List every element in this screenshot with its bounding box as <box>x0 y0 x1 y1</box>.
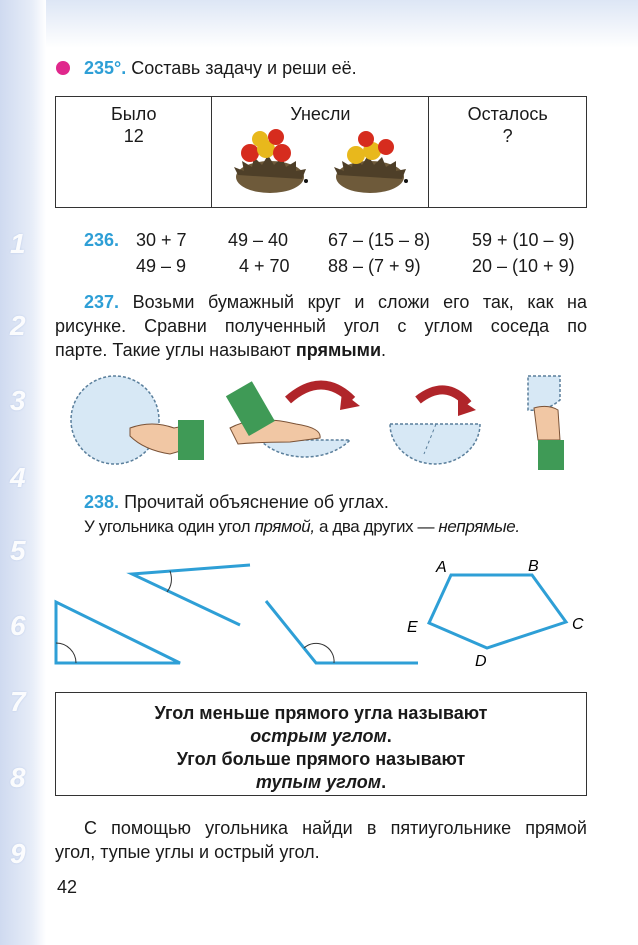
folding-circle-illustration <box>60 370 580 474</box>
exercise-bullet <box>56 61 70 75</box>
strip-number: 7 <box>10 686 26 717</box>
hedgehog-left <box>234 129 308 193</box>
vertex-label-b: B <box>528 558 539 575</box>
expression: 49 – 40 <box>228 230 289 250</box>
top-band <box>0 0 638 48</box>
vertex-label-c: C <box>572 616 584 633</box>
angles-diagram <box>0 545 638 680</box>
exercise-235-header <box>84 56 357 80</box>
page-number: 42 <box>57 877 78 897</box>
expression: 49 – 9 <box>136 256 187 276</box>
table-cell-taken <box>212 97 429 208</box>
strip-number: 3 <box>10 385 26 416</box>
strip-number: 6 <box>10 610 26 641</box>
punctuation: . <box>381 772 387 792</box>
expression: 20 – (10 + 9) <box>472 256 575 276</box>
strip-number: 4 <box>10 462 26 493</box>
expression: 4 + 70 <box>239 256 290 276</box>
exercise-238-header <box>84 490 389 514</box>
exercise-number: 238. <box>84 492 120 512</box>
paragraph-text: Возьми бумажный круг и сложи его так, как на <box>132 292 587 312</box>
exercise-number: 237. <box>84 292 120 312</box>
step-2-fold-with-arrow <box>226 381 360 457</box>
punctuation: . <box>386 726 392 746</box>
exercise-237-line1 <box>84 290 587 314</box>
italic-term: непрямые. <box>438 517 520 536</box>
rule-line: Угол меньше прямого угла называют <box>154 703 488 723</box>
strip-number: 8 <box>10 762 26 793</box>
exercise-number: 236. <box>84 230 120 250</box>
table-header: Унесли <box>290 104 351 124</box>
vertex-label-e: E <box>407 619 418 636</box>
rule-line <box>56 771 586 794</box>
obtuse-angle-figure <box>266 601 418 663</box>
rule-box <box>55 692 587 796</box>
pentagon-figure <box>407 558 584 670</box>
task-table <box>55 96 587 208</box>
rule-term: тупым углом <box>255 772 382 792</box>
rule-line <box>56 725 586 748</box>
step-1-circle-held <box>71 376 204 464</box>
vertex-label-a: A <box>436 559 447 576</box>
table-value: 12 <box>123 126 144 146</box>
exercise-237-line3 <box>55 338 386 362</box>
expression: 67 – (15 – 8) <box>328 230 431 250</box>
exercise-number: 235°. <box>84 58 127 78</box>
step-3-half-circle <box>390 390 480 464</box>
strip-number: 5 <box>10 535 26 566</box>
acute-angle-figure <box>132 565 250 625</box>
exercise-238-line2 <box>84 516 520 538</box>
paragraph-text: парте. Такие углы называют <box>55 340 296 360</box>
expression: 59 + (10 – 9) <box>472 230 575 250</box>
expression: 30 + 7 <box>136 230 187 250</box>
right-triangle-figure <box>56 602 180 663</box>
strip-number: 2 <box>10 310 26 341</box>
table-value: ? <box>502 126 513 146</box>
table-cell-left <box>429 97 587 208</box>
step-4-right-angle-folded <box>528 376 564 470</box>
table-header: Было <box>110 104 157 124</box>
table-header: Осталось <box>467 104 548 124</box>
paragraph-text: а два других — <box>314 517 439 536</box>
exercise-text: Составь задачу и реши её. <box>131 58 357 78</box>
hedgehog-right <box>334 131 408 193</box>
vertex-label-d: D <box>475 653 487 670</box>
strip-number: 1 <box>10 228 26 259</box>
exercise-237-line2: рисунке. Сравни полученный угол с углом соседа по <box>55 316 587 336</box>
paragraph-text: У угольника один угол <box>84 517 255 536</box>
table-cell-was <box>56 97 212 208</box>
strip-number: 9 <box>10 838 26 869</box>
final-task-line1: С помощью угольника найди в пятиугольнике прямой <box>84 818 587 838</box>
left-margin-strip <box>0 0 46 945</box>
expression: 88 – (7 + 9) <box>328 256 421 276</box>
rule-line: Угол больше прямого называют <box>176 749 466 769</box>
rule-term: острым углом <box>250 726 387 746</box>
hedgehogs-with-apples-illustration <box>220 125 420 197</box>
bold-term: прямыми <box>295 340 382 360</box>
italic-term: прямой, <box>254 517 315 536</box>
exercise-text: Прочитай объяснение об углах. <box>124 492 389 512</box>
final-task-line2: угол, тупые углы и острый угол. <box>55 842 320 862</box>
punctuation: . <box>381 340 387 360</box>
